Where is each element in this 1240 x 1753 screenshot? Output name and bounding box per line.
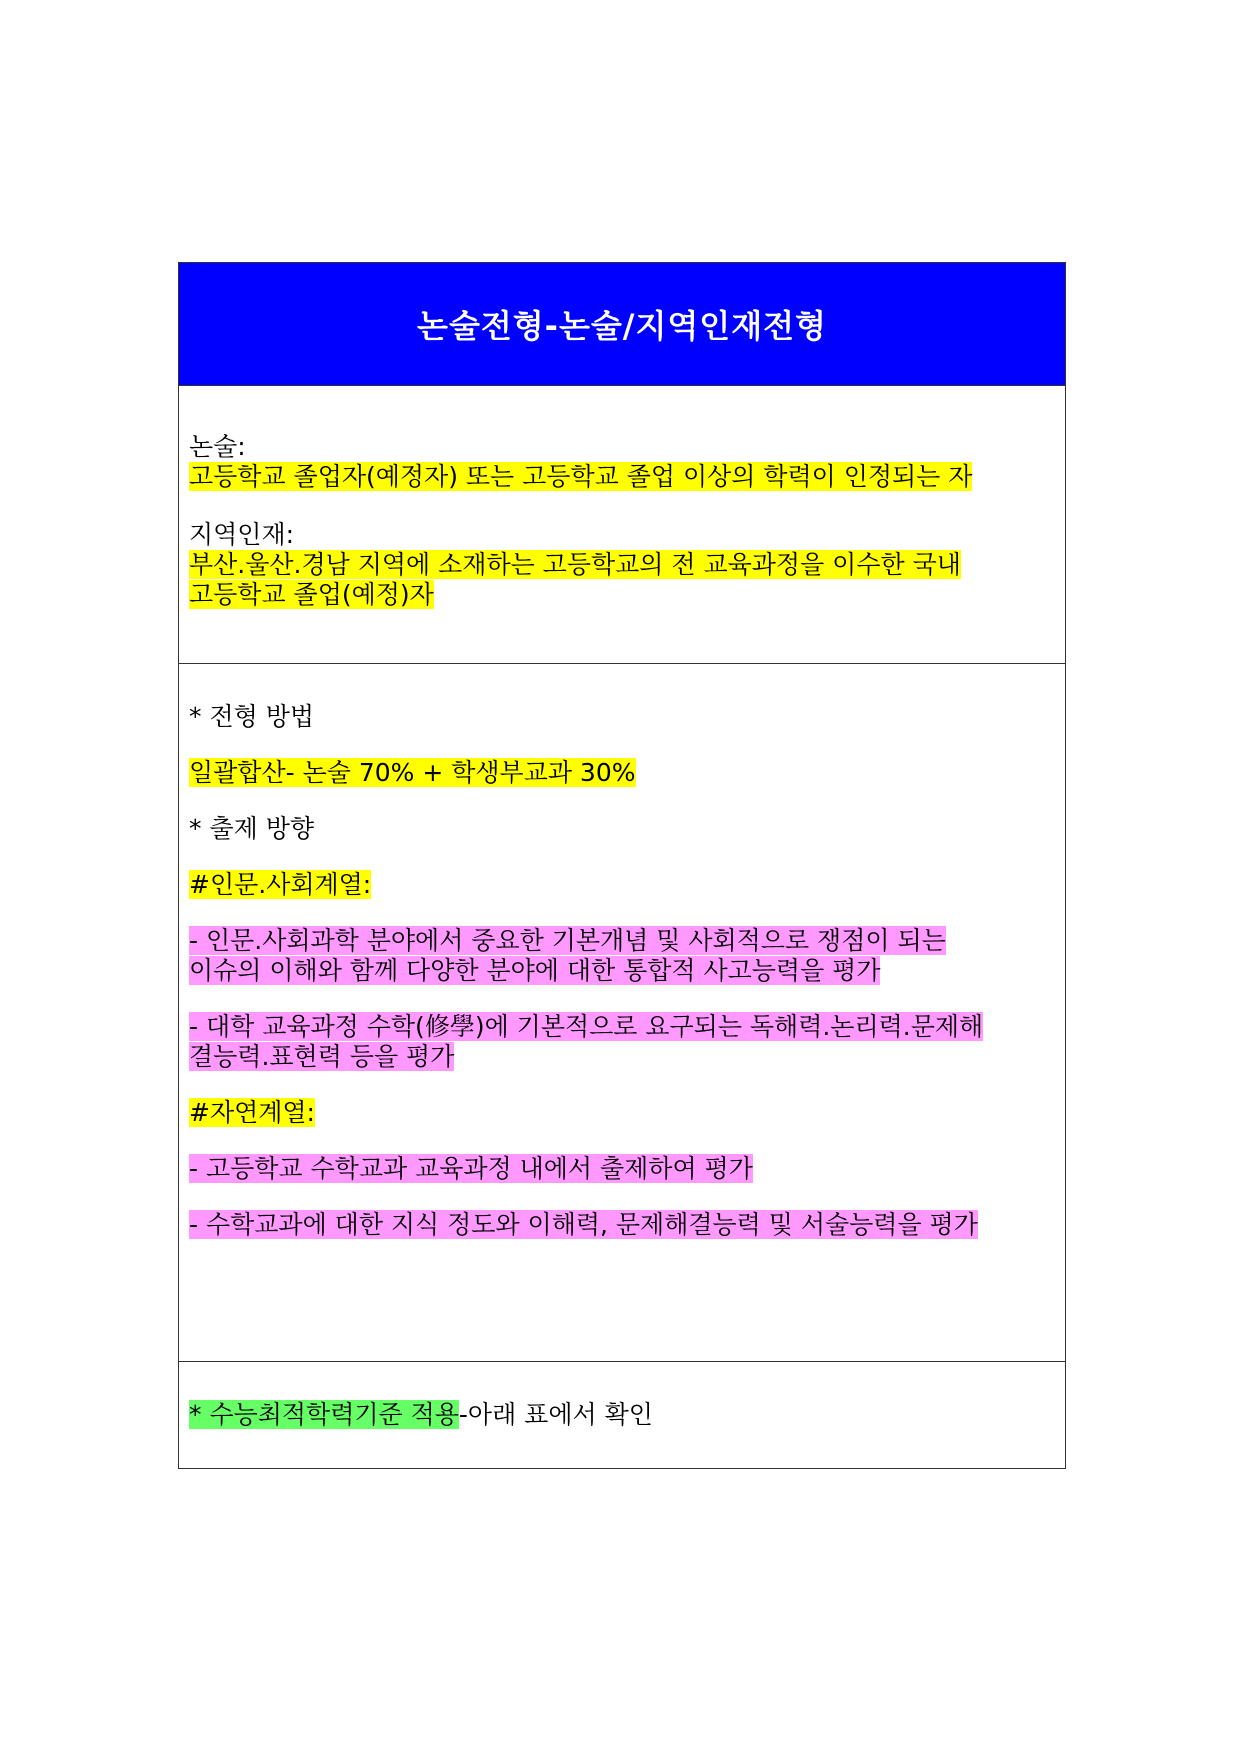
regional-eligibility-text-line1: 부산.울산.경남 지역에 소재하는 고등학교의 전 교육과정을 이수한 국내 bbox=[189, 550, 961, 579]
eligibility-section bbox=[179, 386, 1065, 664]
method-heading: * 전형 방법 bbox=[189, 702, 314, 731]
admission-info-table bbox=[178, 262, 1066, 1469]
method-text: 일괄합산- 논술 70% + 학생부교과 30% bbox=[189, 758, 636, 787]
humanities-item2-line2: 결능력.표현력 등을 평가 bbox=[189, 1042, 455, 1071]
science-item2: - 수학교과에 대한 지식 정도와 이해력, 문제해결능력 및 서술능력을 평가 bbox=[189, 1210, 978, 1239]
humanities-item1-line2: 이슈의 이해와 함께 다양한 분야에 대한 통합적 사고능력을 평가 bbox=[189, 956, 881, 985]
humanities-item2-line1: - 대학 교육과정 수학(修學)에 기본적으로 요구되는 독해력.논리력.문제해 bbox=[189, 1012, 984, 1041]
regional-label: 지역인재: bbox=[189, 520, 295, 549]
humanities-heading: #인문.사회계열: bbox=[189, 870, 372, 899]
csat-rest-text: -아래 표에서 확인 bbox=[458, 1400, 653, 1429]
essay-label: 논술: bbox=[189, 432, 246, 461]
humanities-item1-line1: - 인문.사회과학 분야에서 중요한 기본개념 및 사회적으로 쟁점이 되는 bbox=[189, 926, 946, 955]
csat-section bbox=[179, 1362, 1065, 1468]
essay-eligibility-text: 고등학교 졸업자(예정자) 또는 고등학교 졸업 이상의 학력이 인정되는 자 bbox=[189, 462, 973, 491]
page-title: 논술전형-논술/지역인재전형 bbox=[417, 307, 827, 345]
science-item1: - 고등학교 수학교과 교육과정 내에서 출제하여 평가 bbox=[189, 1154, 753, 1183]
science-heading: #자연계열: bbox=[189, 1098, 315, 1127]
direction-heading: * 출제 방향 bbox=[189, 814, 314, 843]
title-banner bbox=[179, 263, 1065, 386]
regional-eligibility-text-line2: 고등학교 졸업(예정)자 bbox=[189, 580, 434, 609]
method-section bbox=[179, 664, 1065, 1362]
csat-highlight-text: * 수능최적학력기준 적용 bbox=[189, 1400, 459, 1429]
